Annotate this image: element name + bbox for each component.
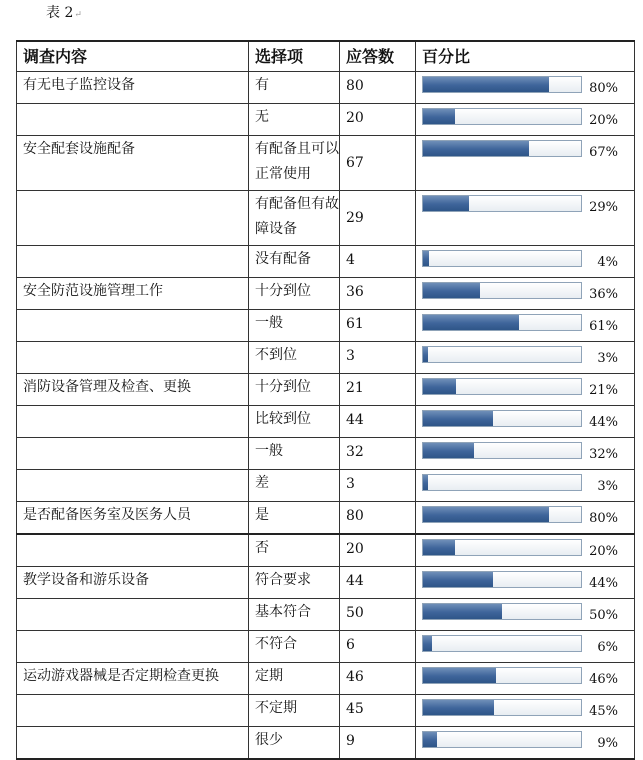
cell-percent (416, 534, 635, 567)
cell-percent (416, 631, 635, 663)
percent-bar-fill (423, 475, 428, 490)
percent-bar-fill (423, 196, 469, 211)
cell-count: 44 (340, 567, 416, 599)
percent-label: 6% (597, 640, 618, 655)
percent-bar (422, 250, 582, 267)
table-row (17, 374, 635, 406)
table-row (17, 278, 635, 310)
percent-bar (422, 442, 582, 459)
percent-label: 9% (597, 736, 618, 751)
cell-count: 3 (340, 342, 416, 374)
percent-bar-fill (423, 251, 429, 266)
cell-percent (416, 470, 635, 502)
header-percent: 百分比 (416, 41, 635, 72)
cell-topic: 是否配备医务室及医务人员 (17, 502, 249, 535)
table-row (17, 438, 635, 470)
table-row (17, 695, 635, 727)
percent-bar (422, 539, 582, 556)
percent-bar (422, 506, 582, 523)
table-row (17, 246, 635, 278)
table-row (17, 663, 635, 695)
percent-bar-fill (423, 540, 455, 555)
cell-percent (416, 695, 635, 727)
table-row (17, 567, 635, 599)
percent-label: 32% (589, 447, 618, 462)
percent-bar-fill (423, 411, 493, 426)
table-row (17, 406, 635, 438)
cell-percent (416, 438, 635, 470)
percent-label: 50% (589, 608, 618, 623)
percent-bar (422, 76, 582, 93)
table-body (17, 72, 635, 760)
cell-topic (17, 342, 249, 374)
percent-bar-fill (423, 668, 496, 683)
percent-label: 44% (589, 576, 618, 591)
table-row (17, 72, 635, 104)
cell-count: 80 (340, 72, 416, 104)
cell-percent (416, 104, 635, 136)
percent-label: 44% (589, 415, 618, 430)
percent-bar-fill (423, 141, 529, 156)
cell-percent (416, 567, 635, 599)
percent-bar (422, 699, 582, 716)
percent-bar-fill (423, 732, 437, 747)
percent-bar (422, 346, 582, 363)
caption-text: 表 2 (46, 5, 74, 21)
table-row (17, 631, 635, 663)
cell-count: 29 (340, 191, 416, 246)
cell-choice: 有配备且可以正常使用 (249, 136, 340, 191)
cell-topic: 消防设备管理及检查、更换 (17, 374, 249, 406)
cell-topic (17, 631, 249, 663)
paragraph-mark-icon: ↵ (74, 10, 82, 20)
cell-topic (17, 310, 249, 342)
cell-topic (17, 438, 249, 470)
cell-topic (17, 191, 249, 246)
table-caption (46, 2, 82, 22)
cell-choice: 没有配备 (249, 246, 340, 278)
percent-bar (422, 410, 582, 427)
percent-label: 46% (589, 672, 618, 687)
cell-choice: 不到位 (249, 342, 340, 374)
header-count: 应答数 (340, 41, 416, 72)
cell-count: 36 (340, 278, 416, 310)
percent-label: 80% (589, 511, 618, 526)
cell-percent (416, 310, 635, 342)
cell-choice: 是 (249, 502, 340, 535)
cell-count: 9 (340, 727, 416, 760)
percent-bar-fill (423, 443, 474, 458)
table-row (17, 342, 635, 374)
percent-label: 20% (589, 113, 618, 128)
cell-choice: 不定期 (249, 695, 340, 727)
cell-percent (416, 663, 635, 695)
cell-count: 3 (340, 470, 416, 502)
percent-bar (422, 314, 582, 331)
cell-choice: 不符合 (249, 631, 340, 663)
cell-percent (416, 342, 635, 374)
percent-bar-fill (423, 109, 455, 124)
cell-percent (416, 727, 635, 760)
cell-topic: 安全配套设施配备 (17, 136, 249, 191)
survey-table (16, 40, 635, 760)
cell-choice: 一般 (249, 438, 340, 470)
table-row (17, 727, 635, 760)
percent-bar-fill (423, 315, 519, 330)
percent-bar (422, 282, 582, 299)
cell-topic: 有无电子监控设备 (17, 72, 249, 104)
percent-bar (422, 635, 582, 652)
cell-count: 4 (340, 246, 416, 278)
cell-percent (416, 246, 635, 278)
cell-percent (416, 278, 635, 310)
cell-percent (416, 406, 635, 438)
cell-count: 21 (340, 374, 416, 406)
cell-count: 67 (340, 136, 416, 191)
percent-bar (422, 603, 582, 620)
percent-bar (422, 378, 582, 395)
cell-count: 44 (340, 406, 416, 438)
percent-bar (422, 474, 582, 491)
percent-label: 20% (589, 544, 618, 559)
cell-topic (17, 599, 249, 631)
cell-percent (416, 502, 635, 535)
cell-choice: 基本符合 (249, 599, 340, 631)
percent-bar-fill (423, 379, 456, 394)
cell-percent (416, 599, 635, 631)
percent-bar-fill (423, 700, 494, 715)
cell-count: 45 (340, 695, 416, 727)
cell-percent (416, 72, 635, 104)
cell-percent (416, 136, 635, 191)
percent-bar (422, 108, 582, 125)
cell-count: 6 (340, 631, 416, 663)
header-choice: 选择项 (249, 41, 340, 72)
cell-choice: 有 (249, 72, 340, 104)
cell-count: 20 (340, 534, 416, 567)
cell-choice: 有配备但有故障设备 (249, 191, 340, 246)
table-row (17, 470, 635, 502)
percent-label: 67% (589, 145, 618, 160)
cell-topic (17, 727, 249, 760)
cell-choice: 十分到位 (249, 278, 340, 310)
percent-label: 3% (597, 479, 618, 494)
cell-count: 61 (340, 310, 416, 342)
percent-label: 45% (589, 704, 618, 719)
cell-choice: 很少 (249, 727, 340, 760)
cell-choice: 一般 (249, 310, 340, 342)
cell-topic (17, 534, 249, 567)
cell-topic: 教学设备和游乐设备 (17, 567, 249, 599)
table-row (17, 104, 635, 136)
cell-topic (17, 246, 249, 278)
cell-count: 46 (340, 663, 416, 695)
percent-bar-fill (423, 604, 502, 619)
percent-bar-fill (423, 347, 428, 362)
cell-choice: 定期 (249, 663, 340, 695)
cell-count: 20 (340, 104, 416, 136)
percent-label: 3% (597, 351, 618, 366)
cell-count: 80 (340, 502, 416, 535)
cell-choice: 比较到位 (249, 406, 340, 438)
table-row (17, 534, 635, 567)
percent-bar (422, 571, 582, 588)
percent-bar-fill (423, 572, 493, 587)
table-row (17, 136, 635, 191)
cell-topic (17, 104, 249, 136)
cell-choice: 差 (249, 470, 340, 502)
percent-bar (422, 731, 582, 748)
cell-topic (17, 406, 249, 438)
percent-label: 36% (589, 287, 618, 302)
percent-label: 21% (589, 383, 618, 398)
header-row (17, 41, 635, 72)
cell-percent (416, 374, 635, 406)
cell-choice: 否 (249, 534, 340, 567)
table-row (17, 502, 635, 535)
cell-choice: 符合要求 (249, 567, 340, 599)
cell-topic (17, 470, 249, 502)
cell-topic: 安全防范设施管理工作 (17, 278, 249, 310)
cell-count: 50 (340, 599, 416, 631)
table-row (17, 599, 635, 631)
percent-label: 61% (589, 319, 618, 334)
percent-bar-fill (423, 507, 549, 522)
cell-topic: 运动游戏器械是否定期检查更换 (17, 663, 249, 695)
percent-bar (422, 195, 582, 212)
percent-bar-fill (423, 636, 432, 651)
cell-topic (17, 695, 249, 727)
cell-choice: 十分到位 (249, 374, 340, 406)
cell-choice: 无 (249, 104, 340, 136)
cell-count: 32 (340, 438, 416, 470)
percent-bar (422, 140, 582, 157)
percent-label: 29% (589, 200, 618, 215)
cell-percent (416, 191, 635, 246)
percent-bar-fill (423, 283, 480, 298)
table-row (17, 191, 635, 246)
percent-label: 4% (597, 255, 618, 270)
percent-bar-fill (423, 77, 549, 92)
percent-bar (422, 667, 582, 684)
table-row (17, 310, 635, 342)
header-topic: 调查内容 (17, 41, 249, 72)
percent-label: 80% (589, 81, 618, 96)
